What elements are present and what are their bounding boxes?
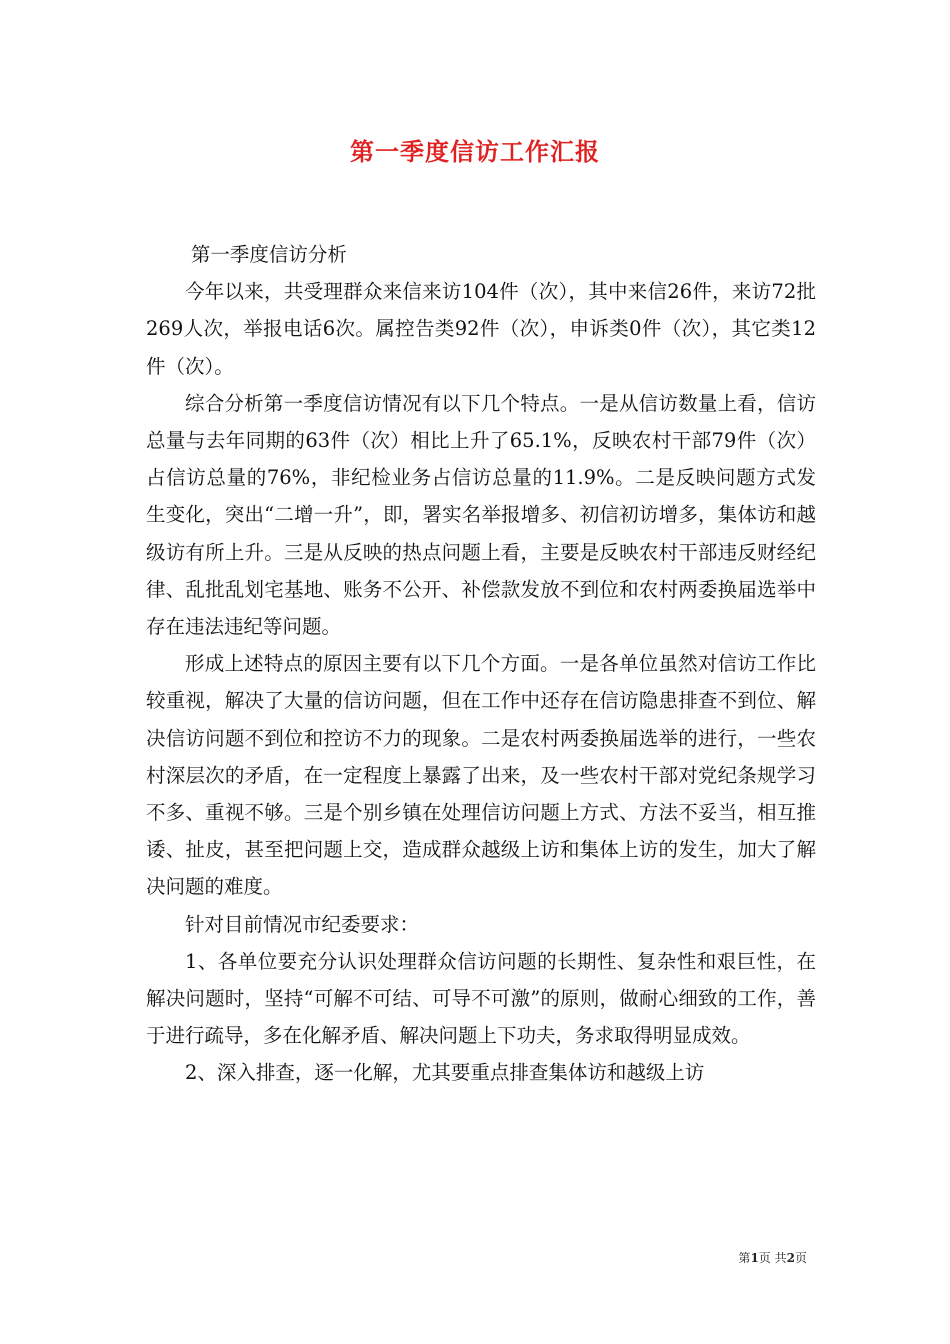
total-page-number: 2	[786, 1251, 795, 1265]
footer-middle: 页 共	[758, 1251, 787, 1265]
document-title: 第一季度信访工作汇报	[350, 137, 600, 166]
footer-prefix: 第	[738, 1251, 751, 1265]
paragraph: 2、深入排查，逐一化解，尤其要重点排查集体访和越级上访	[185, 1061, 705, 1085]
paragraph: 针对目前情况市纪委要求：	[185, 912, 420, 936]
paragraph: 今年以来，共受理群众来信来访104件（次），其中来信26件，来访72批269人次，举报电话6次。属控告类92件（次），申诉类0件（次），其它类12件（次）。	[146, 280, 816, 378]
paragraph: 1、各单位要充分认识处理群众信访问题的长期性、复杂性和艰巨性，在解决问题时，坚持“可解不可结、可导不可激”的原则，做耐心细致的工作，善于进行疏导，多在化解矛盾、解决问题上下功夫，务求取得明显成效。	[146, 949, 816, 1048]
page-footer	[0, 1249, 807, 1266]
section-heading: 第一季度信访分析	[190, 243, 347, 266]
footer-suffix: 页	[794, 1251, 807, 1265]
document-body	[146, 236, 816, 1092]
current-page-number: 1	[750, 1251, 759, 1265]
paragraph: 综合分析第一季度信访情况有以下几个特点。一是从信访数量上看，信访总量与去年同期的63件（次）相比上升了65.1%，反映农村干部79件（次）占信访总量的76%，非纪检业务占信访总量的11.9%。二是反映问题方式发生变化，突出“二增一升”，即，署实名举报增多、初信初访增多，集体访和越级访有所上升。三是从反映的热点问题上看，主要是反映农村干部违反财经纪律、乱批乱划宅基地、账务不公开、补偿款发放不到位和农村两委换届选举中存在违法违纪等问题。	[146, 391, 816, 639]
paragraph: 形成上述特点的原因主要有以下几个方面。一是各单位虽然对信访工作比较重视，解决了大量的信访问题，但在工作中还存在信访隐患排查不到位、解决信访问题不到位和控访不力的现象。二是农村两委换届选举的进行，一些农村深层次的矛盾，在一定程度上暴露了出来，及一些农村干部对党纪条规学习不多、重视不够。三是个别乡镇在处理信访问题上方式、方法不妥当，相互推诿、扯皮，甚至把问题上交，造成群众越级上访和集体上访的发生，加大了解决问题的难度。	[146, 652, 816, 899]
